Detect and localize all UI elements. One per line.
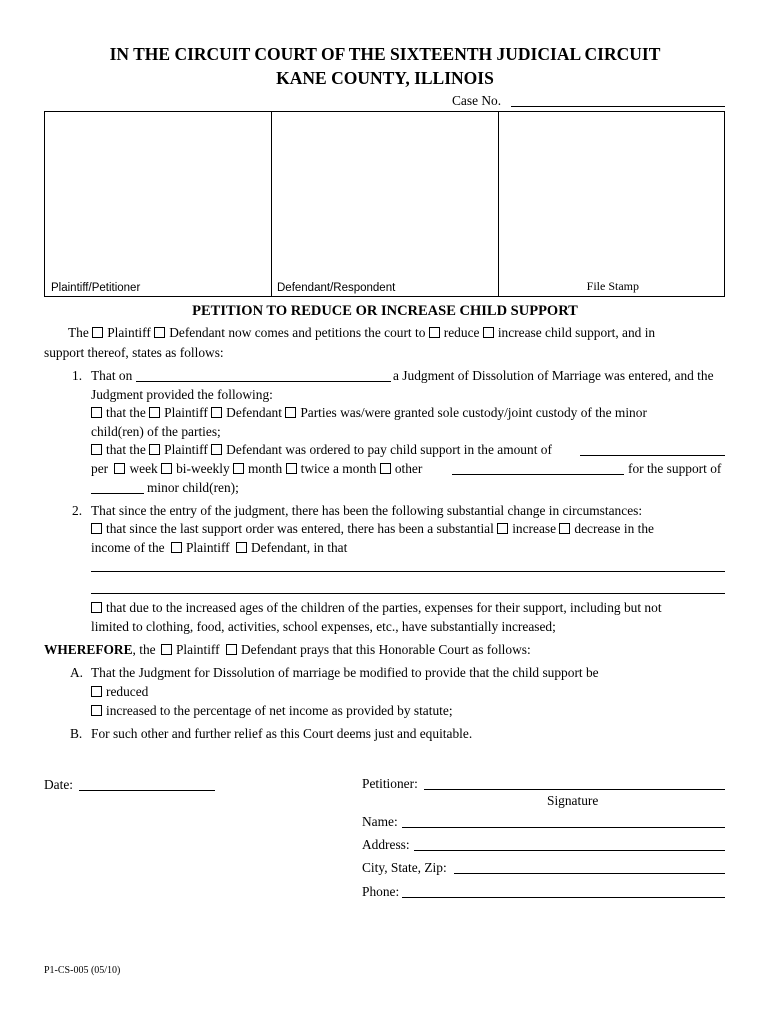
for-support-label: for the support of: [628, 461, 722, 476]
wherefore-a-number: A.: [70, 665, 84, 680]
custody-that-checkbox[interactable]: [91, 407, 102, 418]
form-code: P1-CS-005 (05/10): [44, 965, 121, 976]
item2-income-of-line: [91, 541, 347, 554]
judgment-date-field[interactable]: [136, 381, 391, 382]
custody-defendant-label: Defendant: [226, 405, 282, 420]
income-decrease-checkbox[interactable]: [559, 523, 570, 534]
plaintiff-cell[interactable]: [45, 112, 272, 296]
city-state-zip-field[interactable]: [454, 873, 725, 874]
phone-field[interactable]: [402, 897, 725, 898]
other-frequency-field[interactable]: [452, 474, 624, 475]
income-plaintiff-checkbox[interactable]: [171, 542, 182, 553]
item1-number: 1.: [72, 368, 83, 383]
wherefore-a-text: That the Judgment for Dissolution of marriage be modified to provide that the child support be: [91, 665, 599, 680]
income-decrease-label: decrease in the: [574, 521, 654, 536]
intro-line-1: [68, 326, 655, 339]
case-no-field[interactable]: [511, 106, 725, 107]
item1-children-of-parties: child(ren) of the parties;: [91, 424, 221, 439]
support-that-checkbox[interactable]: [91, 444, 102, 455]
address-field[interactable]: [414, 850, 725, 851]
item2-income-line: [91, 522, 654, 535]
item2-number: 2.: [72, 503, 83, 518]
wherefore-reduced-line: [91, 685, 148, 698]
income-increase-label: increase: [512, 521, 557, 536]
explanation-line-2[interactable]: [91, 593, 725, 594]
support-amount-field[interactable]: [580, 455, 725, 456]
income-plaintiff-label: Plaintiff: [185, 540, 230, 555]
wherefore-the: , the: [132, 642, 156, 657]
intro-plaintiff-label: Plaintiff: [107, 325, 151, 340]
intro-line-2: support thereof, states as follows:: [44, 345, 224, 360]
date-label: Date:: [44, 777, 73, 792]
income-increase-checkbox[interactable]: [497, 523, 508, 534]
intro-plaintiff-checkbox[interactable]: [92, 327, 103, 338]
phone-label: Phone:: [362, 884, 400, 899]
file-stamp-cell: [498, 112, 724, 296]
intro-increase-text: increase child support, and in: [497, 325, 656, 340]
support-defendant-checkbox[interactable]: [211, 444, 222, 455]
month-checkbox[interactable]: [233, 463, 244, 474]
item1-custody-line: [91, 406, 647, 419]
income-defendant-label: Defendant, in that: [251, 540, 348, 555]
wherefore-defendant-checkbox[interactable]: [226, 644, 237, 655]
custody-that-label: that the: [106, 405, 146, 420]
custody-defendant-checkbox[interactable]: [211, 407, 222, 418]
increased-ages-label: that due to the increased ages of the children of the parties, expenses for their support, including but not: [106, 600, 662, 615]
address-label: Address:: [362, 837, 410, 852]
custody-parties-label: Parties was/were granted sole custody/joint custody of the minor: [300, 405, 647, 420]
item1-provided: Judgment provided the following:: [91, 387, 273, 402]
wherefore-increased-line: [91, 704, 453, 717]
custody-plaintiff-checkbox[interactable]: [149, 407, 160, 418]
income-of-label: income of the: [91, 540, 165, 555]
custody-plaintiff-label: Plaintiff: [164, 405, 208, 420]
wherefore-b-text: For such other and further relief as this Court deems just and equitable.: [91, 726, 473, 741]
intro-defendant-checkbox[interactable]: [154, 327, 165, 338]
petitioner-signature-field[interactable]: [424, 789, 725, 790]
caption-box: [44, 111, 725, 297]
month-label: month: [248, 461, 283, 476]
intro-reduce-label: reduce: [443, 325, 480, 340]
item2-ages-line: [91, 601, 662, 614]
petition-title: PETITION TO REDUCE OR INCREASE CHILD SUPPORT: [192, 303, 578, 319]
income-defendant-checkbox[interactable]: [236, 542, 247, 553]
item1-judgment-entered: a Judgment of Dissolution of Marriage was entered, and the: [393, 368, 714, 383]
defendant-cell[interactable]: [271, 112, 499, 296]
item2-limited-line: limited to clothing, food, activities, school expenses, etc., have substantially increased;: [91, 619, 556, 634]
wherefore-plaintiff-checkbox[interactable]: [161, 644, 172, 655]
case-no-label: Case No.: [452, 93, 502, 108]
wherefore-bold: WHEREFORE: [44, 642, 133, 657]
intro-increase-checkbox[interactable]: [483, 327, 494, 338]
name-field[interactable]: [402, 827, 725, 828]
week-label: week: [129, 461, 158, 476]
petitioner-label: Petitioner:: [362, 776, 418, 791]
income-change-checkbox[interactable]: [91, 523, 102, 534]
other-label: other: [394, 461, 423, 476]
date-field[interactable]: [79, 790, 215, 791]
county-title: KANE COUNTY, ILLINOIS: [276, 68, 494, 88]
twice-month-checkbox[interactable]: [286, 463, 297, 474]
intro-reduce-checkbox[interactable]: [429, 327, 440, 338]
item1-frequency-line: [91, 462, 422, 475]
biweekly-checkbox[interactable]: [161, 463, 172, 474]
wherefore-plaintiff-label: Plaintiff: [175, 642, 220, 657]
per-label: per: [91, 461, 109, 476]
children-count-field[interactable]: [91, 493, 144, 494]
support-that-label: that the: [106, 442, 146, 457]
city-state-zip-label: City, State, Zip:: [362, 860, 447, 875]
reduced-checkbox[interactable]: [91, 686, 102, 697]
minor-children-label: minor child(ren);: [147, 480, 239, 495]
other-checkbox[interactable]: [380, 463, 391, 474]
income-change-label: that since the last support order was entered, there has been a substantial: [106, 521, 494, 536]
increased-ages-checkbox[interactable]: [91, 602, 102, 613]
support-plaintiff-checkbox[interactable]: [149, 444, 160, 455]
item2-text: That since the entry of the judgment, there has been the following substantial change in circumstances:: [91, 503, 643, 518]
support-plaintiff-label: Plaintiff: [164, 442, 208, 457]
increased-pct-checkbox[interactable]: [91, 705, 102, 716]
defendant-respondent-label: Defendant/Respondent: [277, 282, 396, 294]
signature-caption: Signature: [547, 793, 599, 808]
biweekly-label: bi-weekly: [176, 461, 230, 476]
file-stamp-label: File Stamp: [586, 279, 639, 293]
name-label: Name:: [362, 814, 398, 829]
intro-the: The: [68, 325, 89, 340]
item1-that-on: That on: [91, 368, 133, 383]
increased-pct-label: increased to the percentage of net income as provided by statute;: [106, 703, 453, 718]
court-title: IN THE CIRCUIT COURT OF THE SIXTEENTH JUDICIAL CIRCUIT: [109, 44, 661, 64]
intro-defendant-text: Defendant now comes and petitions the court to: [169, 325, 426, 340]
support-ordered-label: Defendant was ordered to pay child support in the amount of: [226, 442, 552, 457]
wherefore-prays-label: Defendant prays that this Honorable Court as follows:: [240, 642, 531, 657]
twice-month-label: twice a month: [300, 461, 377, 476]
wherefore-line: [44, 643, 531, 656]
item1-support-line: [91, 443, 552, 456]
reduced-label: reduced: [106, 684, 149, 699]
plaintiff-petitioner-label: Plaintiff/Petitioner: [51, 282, 141, 294]
week-checkbox[interactable]: [114, 463, 125, 474]
custody-parties-checkbox[interactable]: [285, 407, 296, 418]
explanation-line-1[interactable]: [91, 571, 725, 572]
wherefore-b-number: B.: [70, 726, 83, 741]
